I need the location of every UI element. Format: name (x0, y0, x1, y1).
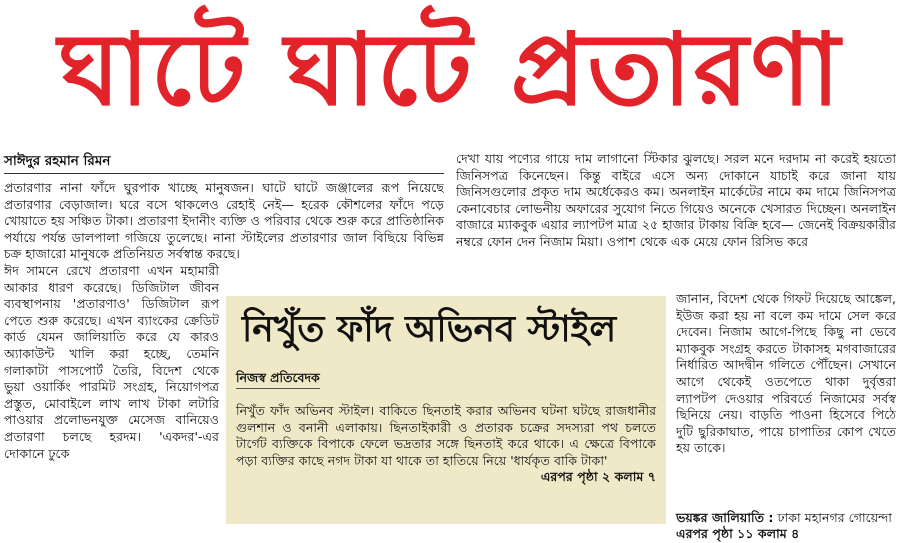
boxed-article (226, 296, 666, 524)
headline: ঘাটে ঘাটে প্রতারণা (58, 11, 842, 128)
boxed-article-text (236, 403, 656, 486)
boxed-article-body: নিখুঁত ফাঁদ অভিনব স্টাইল। বাকিতে ছিনতাই করার অভিনব ঘটনা ঘটছে রাজধানীর গুলশান ও বনানী এলাকায়। ছিনতাইকারী ও প্রতারক চক্রের সদস্যরা পথ চলতে টার্গেট ব্যক্তিকে বিপাকে ফেলে ভদ্রতার সঙ্গে ছিনতাই করে থাকে। এ ক্ষেত্রে বিপাকে পড়া ব্যক্তির কাছে নগদ টাকা যা থাকে তা হাতিয়ে নিয়ে 'ধার্যকৃত বাকি টাকা' (236, 403, 656, 468)
footer-subhead: ভয়ঙ্কর জালিয়াতি : (676, 510, 774, 525)
right-column-narrow: জানান, বিদেশ থেকে গিফট দিয়েছে আঙ্কেল, ইউজ করা হয় না বলে কম দামে সেল করে দেবেন। নিজাম আগে-পিছে কিছু না ভেবে ম্যাকবুক সংগ্রহ করতে টাকাসহ মগবাজারের নির্ধারিত আদদ্বীন গলিতে পৌঁছেন। সেখানে আগে থেকেই ওতপেতে থাকা দুর্বৃত্তরা ল্যাপটপ দেওয়ার পরিবর্তে নিজামের সর্বস্ব ছিনিয়ে নেয়। বাড়তি পাওনা হিসেবে পিঠে দুটি ছুরিকাঘাত, পায়ে চাপাতির কোপ খেতে হয় তাকে। (676, 291, 896, 456)
left-narrow-text: ঈদ সামনে রেখে প্রতারণা এখন মহামারী আকার ধারণ করেছে। ডিজিটাল জীবন ব্যবস্থাপনায় 'প্রতারণাও' ডিজিটাল রূপ পেতে শুরু করেছে। এখন ব্যাংকের ক্রেডিট কার্ড যেমন জালিয়াতি করে যে কারও অ্যাকাউন্ট খালি করা হচ্ছে, তেমনি গলাকাটা পাসপোর্ট তৈরি, বিদেশ থেকে ভুয়া ওয়ার্কিং পারমিট সংগ্রহ, নিয়োগপত্র প্রস্তুত, মোবাইলে লাখ লাখ টাকা লটারি পাওয়ার প্রলোভনযুক্ত মেসেজ বানিয়েও প্রতারণা চলছে হরদম। 'একদর'-এর দোকানে ঢুকে (4, 262, 219, 461)
right-footer (676, 510, 896, 542)
boxed-article-title: নিখুঁত ফাঁদ অভিনব স্টাইল (242, 309, 617, 350)
right-column-top: দেখা যায় পণ্যের গায়ে দাম লাগানো স্টিকার ঝুলছে। সরল মনে দরদাম না করেই হয়তো জিনিসপত্র কিনেছেন। কিন্তু বাইরে এসে অন্য দোকানে যাচাই করে জানা যায় জিনিসগুলোর প্রকৃত দাম অর্ধেকেরও কম। অনলাইন মার্কেটের নামে কম দামে জিনিসপত্র কেনাবেচার লোভনীয় অফারের সুযোগ নিতে গিয়েও অনেকে খেসারত দিচ্ছেন। অনলাইন বাজারে ম্যাকবুক এয়ার ল্যাপটপ মাত্র ২৫ হাজার টাকায় বিক্রি হবে— জেনেই বিক্রয়কারীর নম্বরে ফোন দেন নিজাম মিয়া। ওপাশ থেকে এক মেয়ে ফোন রিসিভ করে (456, 151, 896, 249)
left-paragraph: প্রতারণার নানা ফাঁদে ঘুরপাক খাচ্ছে মানুষজন। ঘাটে ঘাটে জঞ্জালের রূপ নিয়েছে প্রতারণার বেড়াজাল। ঘরে বসে থাকলেও রেহাই নেই— হরেক কৌশলের ফাঁদে পড়ে খোয়াতে হয় সঞ্চিত টাকা। প্রতারণা ইদানীং ব্যক্তি ও পরিবার থেকে শুরু করে প্রাতিষ্ঠানিক পর্যায়ে পর্যন্ত ডালপালা গজিয়ে তুলেছে। নানা স্টাইলের প্রতারণার জাল বিছিয়ে বিভিন্ন চক্র হাজারো মানুষকে প্রতিনিয়ত সর্বস্বান্ত করছে। (4, 180, 444, 262)
boxed-article-continued: এরপর পৃষ্ঠা ২ কলাম ৭ (540, 469, 656, 485)
byline: সাঈদুর রহমান রিমন (4, 152, 444, 174)
boxed-article-byline: নিজস্ব প্রতিবেদক (236, 370, 320, 389)
footer-text: ঢাকা মহানগর গোয়েন্দা (773, 510, 892, 525)
footer-continued: এরপর পৃষ্ঠা ১১ কলাম ৪ (676, 526, 800, 541)
